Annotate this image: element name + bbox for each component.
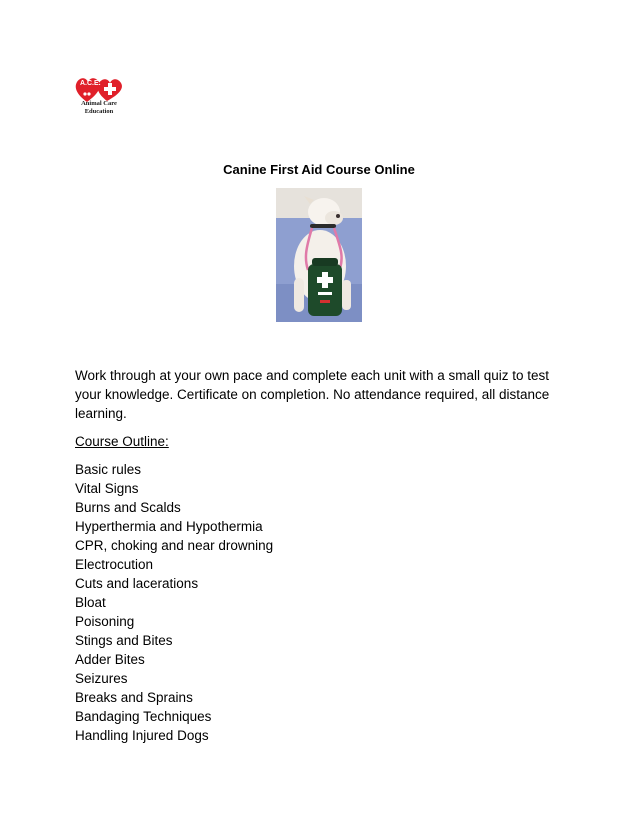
course-outline-list	[75, 460, 273, 745]
list-item: Seizures	[75, 671, 128, 686]
list-item: Hyperthermia and Hypothermia	[75, 519, 263, 534]
list-item: Poisoning	[75, 614, 135, 629]
list-item: Vital Signs	[75, 481, 139, 496]
course-description: Work through at your own pace and complete each unit with a small quiz to test your knowledge. Certificate on completion. No attendance required, all distance learning.	[75, 368, 550, 421]
logo-line2: Education	[84, 108, 114, 115]
logo-caption	[74, 100, 124, 116]
dog-with-first-aid-bag-image	[276, 188, 362, 322]
list-item: Adder Bites	[75, 652, 145, 667]
logo-letters: A.C.E.	[80, 80, 101, 87]
list-item: Burns and Scalds	[75, 500, 181, 515]
list-item: CPR, choking and near drowning	[75, 538, 274, 553]
list-item: Breaks and Sprains	[75, 690, 193, 705]
logo-line1: Animal Care	[81, 100, 117, 107]
list-item: Stings and Bites	[75, 633, 173, 648]
list-item: Handling Injured Dogs	[75, 728, 209, 743]
list-item: Electrocution	[75, 557, 154, 572]
list-item: Basic rules	[75, 462, 142, 477]
list-item: Bloat	[75, 595, 106, 610]
page-title: Canine First Aid Course Online	[223, 162, 415, 177]
course-outline-heading: Course Outline:	[75, 434, 169, 449]
dog-photo	[276, 188, 362, 322]
list-item: Cuts and lacerations	[75, 576, 199, 591]
list-item: Bandaging Techniques	[75, 709, 212, 724]
